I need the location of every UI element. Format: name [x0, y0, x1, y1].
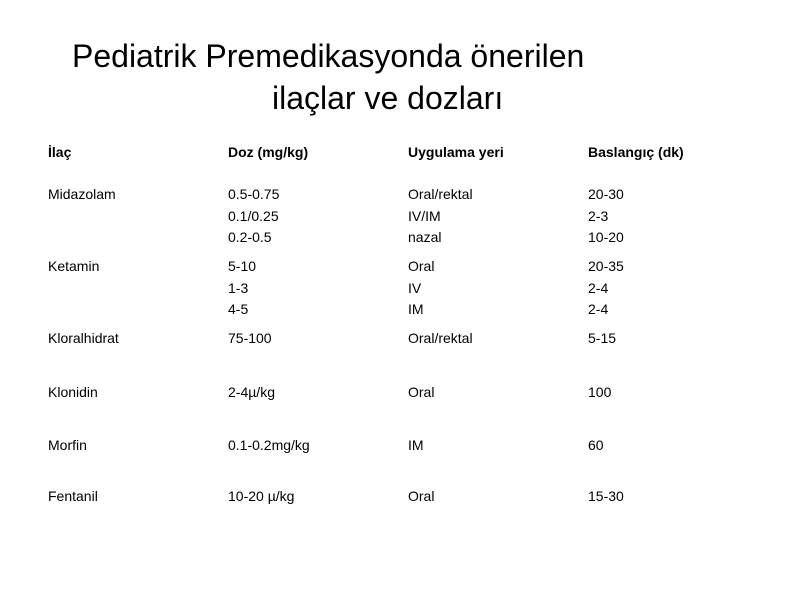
route-value: Oral — [408, 488, 435, 504]
drug-name: Fentanil — [48, 488, 98, 504]
header-dose: Doz (mg/kg) — [228, 144, 309, 160]
dose-cell — [228, 184, 279, 249]
dose-value: 10-20 µ/kg — [228, 488, 295, 504]
dose-cell — [228, 256, 256, 321]
dose-value: 1-3 — [228, 279, 249, 296]
onset-value: 10-20 — [588, 229, 624, 245]
dose-value: 0.2-0.5 — [228, 229, 272, 245]
onset-value: 5-15 — [588, 330, 617, 346]
onset-value: 60 — [588, 437, 604, 453]
route-value: IV — [408, 279, 422, 296]
slide-title-line-2: ilaçlar ve dozları — [272, 80, 504, 116]
onset-cell — [588, 184, 624, 249]
dose-value: 75-100 — [228, 330, 272, 346]
onset-value: 15-30 — [588, 488, 624, 504]
dose-value: 0.5-0.75 — [228, 186, 280, 202]
route-value: nazal — [408, 229, 442, 245]
onset-value: 100 — [588, 384, 612, 400]
route-value: Oral — [408, 384, 435, 400]
route-cell — [408, 256, 434, 321]
drug-name: Kloralhidrat — [48, 330, 119, 346]
drug-name: Klonidin — [48, 384, 98, 400]
dose-value: 4-5 — [228, 301, 249, 317]
dose-value: 5-10 — [228, 258, 257, 274]
drug-name: Midazolam — [48, 186, 116, 202]
header-drug: İlaç — [48, 144, 72, 160]
route-value: Oral/rektal — [408, 186, 473, 202]
route-cell — [408, 184, 473, 249]
slide-title-line-1: Pediatrik Premedikasyonda önerilen — [72, 38, 585, 74]
onset-value: 20-35 — [588, 258, 624, 274]
onset-cell — [588, 256, 624, 321]
drug-name: Morfin — [48, 437, 87, 453]
route-value: IM — [408, 301, 424, 317]
slide-title — [0, 35, 800, 119]
onset-value: 2-4 — [588, 279, 609, 296]
onset-value: 20-30 — [588, 186, 624, 202]
header-route: Uygulama yeri — [408, 144, 504, 160]
dose-value: 0.1/0.25 — [228, 207, 279, 224]
dose-value: 2-4µ/kg — [228, 384, 275, 400]
header-onset: Baslangıç (dk) — [588, 144, 684, 160]
dose-value: 0.1-0.2mg/kg — [228, 437, 310, 453]
route-value: Oral/rektal — [408, 330, 473, 346]
route-value: IV/IM — [408, 207, 441, 224]
onset-value: 2-3 — [588, 207, 609, 224]
route-value: Oral — [408, 258, 435, 274]
onset-value: 2-4 — [588, 301, 609, 317]
drug-name: Ketamin — [48, 258, 100, 274]
route-value: IM — [408, 437, 424, 453]
